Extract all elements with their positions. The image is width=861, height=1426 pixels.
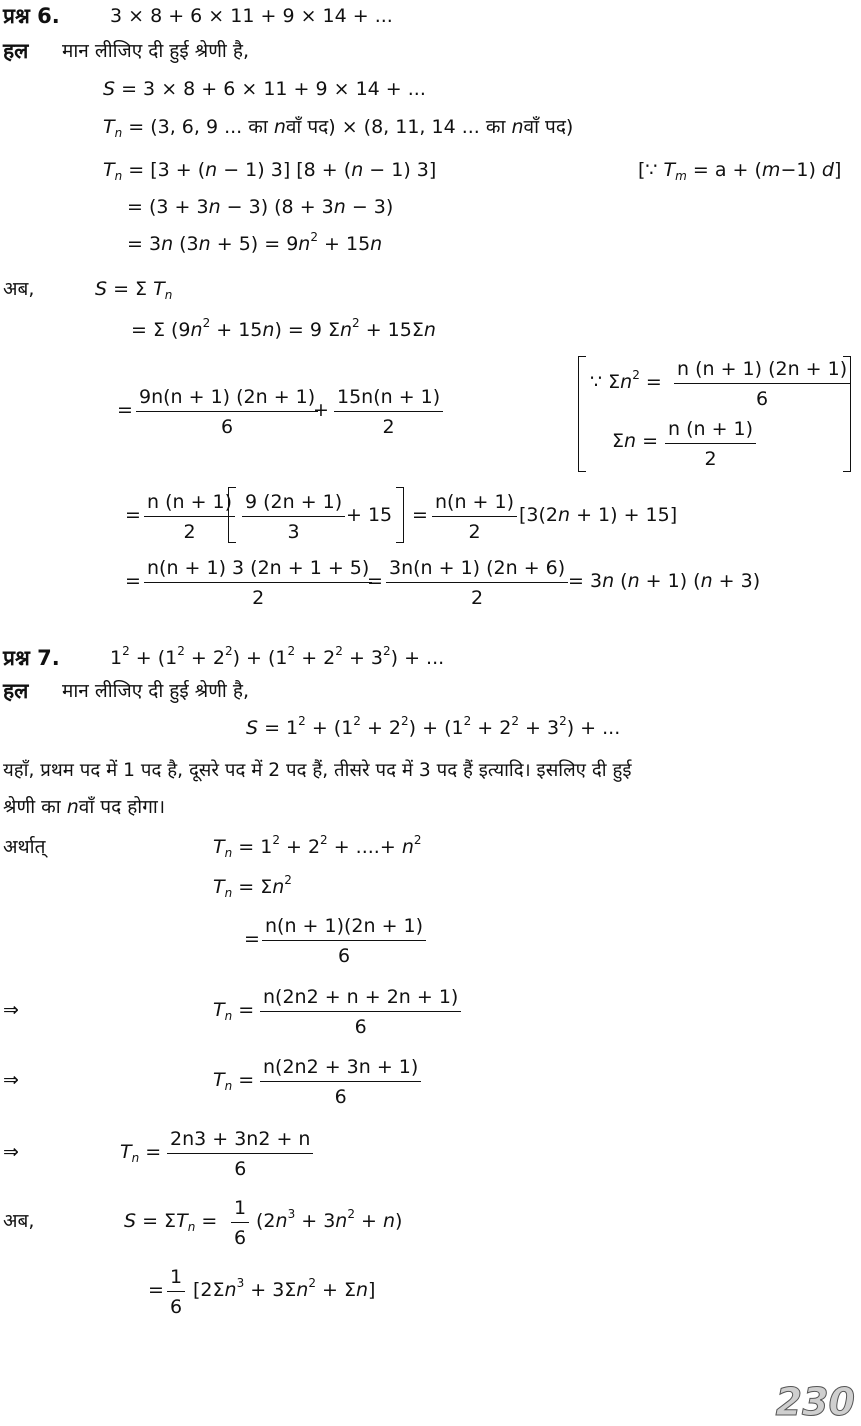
q7-t5-lhs: $T_n$ = <box>213 1069 255 1093</box>
q7-paragraph-line1: यहाँ, प्रथम पद में 1 पद है, दूसरे पद में 2 पद हैं, तीसरे पद में 3 पद हैं इत्यादि। इसलिए दी हुई <box>3 760 632 781</box>
q6-fraction-a <box>136 388 318 437</box>
q7-solution-label: हल <box>3 679 29 703</box>
q6-sum1: S = Σ $T_n$ <box>95 278 173 302</box>
q6-intro: मान लीजिए दी हुई श्रेणी है, <box>62 40 250 62</box>
q7-s2-fraction <box>167 1268 185 1317</box>
equals-sign: = <box>125 504 141 526</box>
q7-paragraph-line2: श्रेणी का nवाँ पद होगा। <box>3 796 166 818</box>
q6-s-definition: S = 3 × 8 + 6 × 11 + 9 × 14 + ... <box>103 78 426 100</box>
q7-tn-sum: $T_n = 1^2 + 2^2$ + ....+ $n^2$ <box>213 833 422 860</box>
q6-f4-fraction-b-numerator: 3n(n + 1) (2n + 6) <box>386 559 568 583</box>
q6-fraction-b-numerator: 15n(n + 1) <box>334 388 443 412</box>
hint-sum-n-numerator: n (n + 1) <box>665 420 756 444</box>
q6-f3-fraction-c-numerator: n(n + 1) <box>432 493 517 517</box>
equals-sign: = <box>148 1279 164 1301</box>
q7-ab-label: अब, <box>3 1210 35 1232</box>
q6-f3-fraction-b-numerator: 9 (2n + 1) <box>242 493 345 517</box>
q6-ab-label: अब, <box>3 278 35 300</box>
q7-t5-fraction <box>260 1058 421 1107</box>
q7-intro: मान लीजिए दी हुई श्रेणी है, <box>62 680 250 702</box>
q6-f3-left-bracket <box>228 487 236 543</box>
q7-label: प्रश्न 7. <box>3 646 60 670</box>
q7-t4-numerator: n(2n2 + n + 2n + 1) <box>260 988 461 1012</box>
q6-series: 3 × 8 + 6 × 11 + 9 × 14 + ... <box>110 5 393 27</box>
q6-f3-fraction-a-numerator: n (n + 1) <box>144 493 235 517</box>
q7-t6-numerator: 2n3 + 3n2 + n <box>167 1130 313 1154</box>
q7-t4-fraction <box>260 988 461 1037</box>
q6-fraction-a-denominator: 6 <box>221 416 234 438</box>
q7-t6-lhs: $T_n$ = <box>120 1141 162 1165</box>
q6-step2: = 3n $(3n + 5) = 9n^2 + 15n$ <box>127 230 383 255</box>
q6-f4-fraction-a <box>144 559 372 608</box>
q7-t3-numerator: n(n + 1)(2n + 1) <box>262 917 426 941</box>
q6-fraction-b-denominator: 2 <box>382 416 395 438</box>
q6-fraction-a-numerator: 9n(n + 1) (2n + 1) <box>136 388 318 412</box>
q6-f3-fraction-a <box>144 493 235 542</box>
hint-left-bracket <box>578 356 586 472</box>
q6-step1: = (3 + 3n − 3) (8 + 3n − 3) <box>127 196 394 218</box>
equals-sign: = <box>117 399 133 421</box>
implies-symbol: ⇒ <box>3 1141 19 1163</box>
hint-sum-squares-numerator: n (n + 1) (2n + 1) <box>674 360 850 384</box>
q7-arthat-label: अर्थात् <box>3 836 46 858</box>
q6-f3-fraction-c <box>432 493 517 542</box>
page-number: 230 <box>775 1380 855 1424</box>
q6-f4-fraction-b <box>386 559 568 608</box>
q7-t4-denominator: 6 <box>354 1016 367 1038</box>
hint-sum-n-lhs: Σn = <box>612 430 659 452</box>
q6-f3-plus-fifteen: + 15 <box>346 504 393 526</box>
q7-s1-fraction <box>231 1199 249 1248</box>
q7-t4-lhs: $T_n$ = <box>213 999 255 1023</box>
q6-fraction-b <box>334 388 443 437</box>
equals-sign: = <box>244 928 260 950</box>
q6-tn-expand: $T_n = [3 + (n - 1)$ 3] [8 + (n − 1) 3] <box>103 159 437 183</box>
equals-sign: = <box>412 504 428 526</box>
q6-tn-definition: $T_n = (3$, 6, 9 ... का nवाँ पद) × (8, 11, 14 ... का nवाँ पद) <box>103 116 574 140</box>
hint-sum-squares-lhs: ∵ $\Sigma n^2$ = <box>590 368 662 393</box>
q7-s1-lhs: $S = \Sigma T_n$ = <box>124 1210 218 1234</box>
q6-f3-right-bracket <box>396 487 404 543</box>
q7-t5-numerator: n(2n2 + 3n + 1) <box>260 1058 421 1082</box>
q7-s-definition: $S = 1^2 + (1^2 + 2^2) + (1^2 + 2^2 + 3^2)$ + ... <box>246 714 621 739</box>
plus-sign: + <box>313 399 329 421</box>
hint-sum-squares-denominator: 6 <box>756 388 769 410</box>
q7-s2-tail: $[2\Sigma n^3 + 3\Sigma n^2 + \Sigma n]$ <box>193 1276 376 1301</box>
q6-f4-fraction-b-denominator: 2 <box>471 587 484 609</box>
q6-f4-fraction-a-denominator: 2 <box>252 587 265 609</box>
equals-sign: = <box>125 570 141 592</box>
q6-final-result: = 3n (n + 1) (n + 3) <box>568 570 761 592</box>
q7-t6-fraction <box>167 1130 313 1179</box>
q7-tn-sigma: $T_n = \Sigma n^2$ <box>213 873 292 900</box>
q7-series: $1^2 + (1^2 + 2^2) + (1^2 + 2^2 + 3^2)$ + ... <box>110 644 445 669</box>
q6-f3-fraction-b <box>242 493 345 542</box>
q6-f3-tail: [3(2n + 1) + 15] <box>519 504 678 526</box>
q7-t3-denominator: 6 <box>337 945 351 967</box>
q7-t5-denominator: 6 <box>334 1086 347 1108</box>
implies-symbol: ⇒ <box>3 1069 19 1091</box>
q6-f3-fraction-c-denominator: 2 <box>468 521 481 543</box>
q7-s1-denominator: 6 <box>234 1227 247 1249</box>
equals-sign: = <box>367 570 383 592</box>
q6-label: प्रश्न 6. <box>3 4 60 28</box>
q7-s1-numerator: 1 <box>231 1199 249 1223</box>
q7-s2-numerator: 1 <box>167 1268 185 1292</box>
q6-f3-fraction-a-denominator: 2 <box>183 521 196 543</box>
q7-t6-denominator: 6 <box>234 1158 247 1180</box>
implies-symbol: ⇒ <box>3 999 19 1021</box>
q7-t3-fraction <box>262 917 426 966</box>
q6-solution-label: हल <box>3 39 29 63</box>
q7-s2-denominator: 6 <box>170 1296 183 1318</box>
hint-sum-n-fraction <box>665 420 756 469</box>
q7-s1-tail: $(2n^3 + 3n^2 + n)$ <box>256 1207 403 1232</box>
q6-f3-fraction-b-denominator: 3 <box>287 521 300 543</box>
q6-sum2: = Σ $(9n^2 + 15n) = 9$ $\Sigma n^2 + 15\Sigma n$ <box>131 316 436 341</box>
hint-sum-n-denominator: 2 <box>704 448 717 470</box>
q6-ap-hint: [∵ $T_m = a + (m-1)$ d] <box>638 159 842 183</box>
hint-sum-squares-fraction <box>674 360 850 409</box>
q6-f4-fraction-a-numerator: n(n + 1) 3 (2n + 1 + 5) <box>144 559 372 583</box>
